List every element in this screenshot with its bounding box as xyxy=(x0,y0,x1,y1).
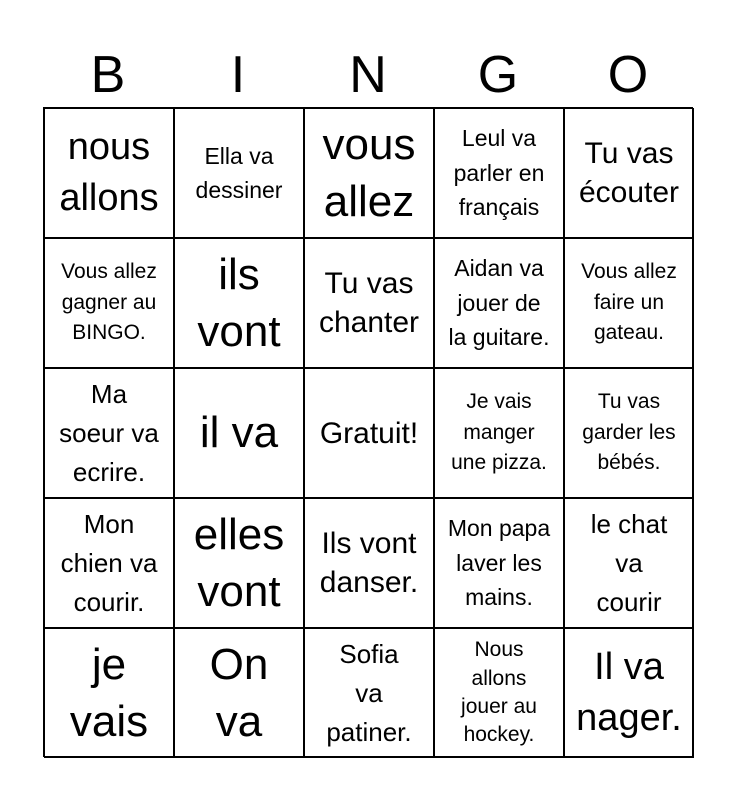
bingo-cell xyxy=(434,498,564,628)
cell-text: vous allez xyxy=(322,119,416,226)
header-letter-i: I xyxy=(230,46,246,104)
bingo-cell xyxy=(44,628,174,758)
cell-text: Ella va dessiner xyxy=(195,142,283,203)
bingo-header xyxy=(43,44,693,106)
cell-text: Je vais manger une pizza. xyxy=(451,390,547,475)
bingo-cell xyxy=(174,108,304,238)
bingo-cell xyxy=(304,238,434,368)
bingo-cell xyxy=(174,628,304,758)
bingo-cell xyxy=(564,628,694,758)
bingo-cell xyxy=(174,368,304,498)
bingo-cell xyxy=(44,368,174,498)
bingo-card-grid xyxy=(43,107,693,757)
cell-text: Mon chien va courir. xyxy=(60,508,158,617)
bingo-cell xyxy=(434,628,564,758)
bingo-cell xyxy=(304,628,434,758)
bingo-cell xyxy=(174,498,304,628)
cell-text: Mon papa laver les mains. xyxy=(447,515,551,611)
cell-text: Aidan va jouer de la guitare. xyxy=(448,255,550,351)
bingo-cell xyxy=(434,238,564,368)
bingo-cell xyxy=(44,108,174,238)
cell-text: Ma soeur va ecrire. xyxy=(59,378,159,487)
bingo-cell xyxy=(304,108,434,238)
bingo-cell xyxy=(434,108,564,238)
bingo-cell xyxy=(564,108,694,238)
cell-text: je vais xyxy=(69,639,149,746)
cell-text: Nous allons jouer au hockey. xyxy=(461,638,537,747)
bingo-cell xyxy=(174,238,304,368)
cell-text: Il va nager. xyxy=(576,645,682,739)
free-space-text: Gratuit! xyxy=(319,416,419,450)
bingo-cell xyxy=(564,238,694,368)
cell-text: Ils vont danser. xyxy=(319,527,419,599)
bingo-cell xyxy=(44,498,174,628)
cell-text: Tu vas chanter xyxy=(318,267,420,339)
cell-text: Vous allez faire un gateau. xyxy=(581,260,677,345)
cell-text: nous allons xyxy=(59,125,159,219)
header-letter-o: O xyxy=(607,46,649,104)
cell-text: Leul va parler en français xyxy=(453,125,545,221)
bingo-cell xyxy=(564,498,694,628)
bingo-cell xyxy=(44,238,174,368)
bingo-cell xyxy=(564,368,694,498)
header-letter-b: B xyxy=(90,46,126,104)
cell-text: ils vont xyxy=(197,249,281,356)
bingo-cell xyxy=(304,498,434,628)
cell-text: Sofia va patiner. xyxy=(326,638,412,747)
cell-text: Vous allez gagner au BINGO. xyxy=(61,260,157,345)
free-space-cell xyxy=(304,368,434,498)
bingo-cell xyxy=(434,368,564,498)
cell-text: elles vont xyxy=(193,509,285,616)
cell-text: Tu vas écouter xyxy=(578,137,680,209)
cell-text: le chat va courir xyxy=(590,508,668,617)
header-letter-n: N xyxy=(349,46,387,104)
cell-text: Tu vas garder les bébés. xyxy=(582,390,676,475)
cell-text: il va xyxy=(199,408,279,458)
cell-text: On va xyxy=(209,639,269,746)
header-letter-g: G xyxy=(477,46,519,104)
